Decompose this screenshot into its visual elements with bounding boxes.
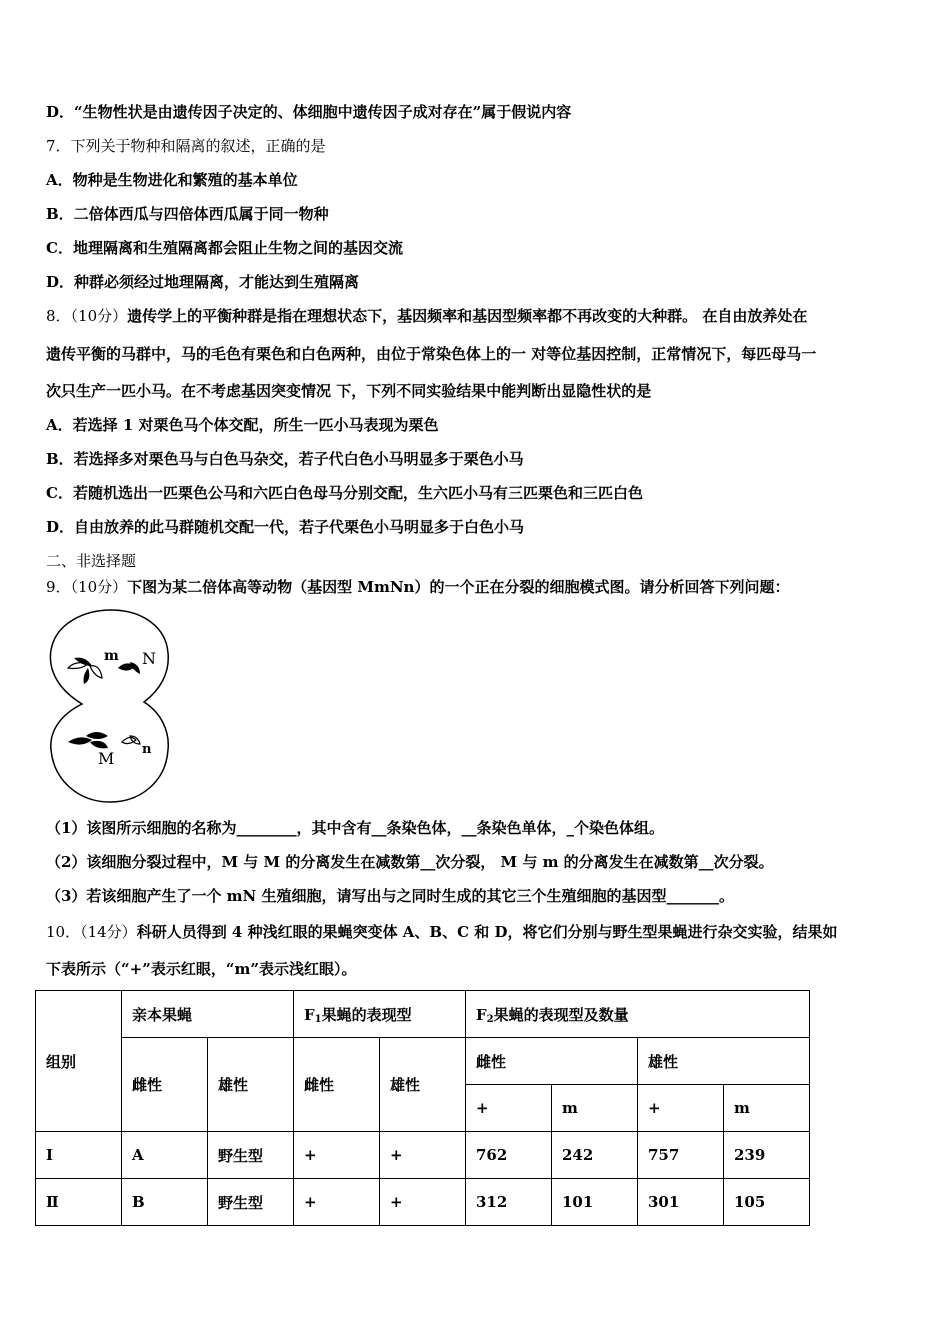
q9-part-2: （2）该细胞分裂过程中，M 与 M 的分离发生在减数第__次分裂， M 与 m 的分离发生在减数第__次分裂。 bbox=[46, 853, 774, 871]
table-header-row-2 bbox=[36, 1038, 810, 1085]
q7-option-d: D．种群必须经过地理隔离，才能达到生殖隔离 bbox=[46, 273, 360, 291]
header-f2-male: 雄性 bbox=[638, 1038, 810, 1085]
table-cell: Ⅱ bbox=[36, 1179, 122, 1226]
label-m-top: m bbox=[104, 648, 119, 664]
header-f2: $F_2$果蝇的表现型及数量 bbox=[466, 991, 810, 1038]
label-M: M bbox=[98, 749, 115, 768]
q8-option-b: B．若选择多对栗色马与白色马杂交，若子代白色小马明显多于栗色小马 bbox=[46, 450, 524, 468]
header-parent: 亲本果蝇 bbox=[122, 991, 294, 1038]
q8-number: 8．（10分） bbox=[46, 307, 128, 325]
header-f2-female-m: m bbox=[552, 1085, 638, 1132]
q7-option-a: A．物种是生物进化和繁殖的基本单位 bbox=[46, 171, 298, 189]
table-cell: + bbox=[380, 1132, 466, 1179]
header-f1: $F_1$果蝇的表现型 bbox=[294, 991, 466, 1038]
q7-option-c: C．地理隔离和生殖隔离都会阻止生物之间的基因交流 bbox=[46, 239, 403, 257]
table-cell: Ⅰ bbox=[36, 1132, 122, 1179]
q9-number: 9．（10分） bbox=[46, 578, 128, 596]
header-f2-male-plus: + bbox=[638, 1085, 724, 1132]
header-f2-female: 雌性 bbox=[466, 1038, 638, 1085]
table-header-row-1 bbox=[36, 991, 810, 1038]
table-cell: + bbox=[380, 1179, 466, 1226]
q9-part-3: （3）若该细胞产生了一个 mN 生殖细胞，请写出与之同时生成的其它三个生殖细胞的基因型_______。 bbox=[46, 887, 734, 905]
label-n: n bbox=[142, 742, 152, 757]
q8-stem-line-3: 次只生产一匹小马。在不考虑基因突变情况 下，下列不同实验结果中能判断出显隐性状的是 bbox=[46, 382, 652, 400]
dividing-cell-diagram bbox=[46, 608, 176, 806]
table-cell: + bbox=[294, 1132, 380, 1179]
table-cell: 242 bbox=[552, 1132, 638, 1179]
table-cell: 762 bbox=[466, 1132, 552, 1179]
q10-stem-line-1 bbox=[46, 922, 838, 942]
header-f1-male: 雄性 bbox=[380, 1038, 466, 1132]
q8-option-c: C．若随机选出一匹栗色公马和六匹白色母马分别交配，生六匹小马有三匹栗色和三匹白色 bbox=[46, 484, 643, 502]
q8-option-a: A．若选择 1 对栗色马个体交配，所生一匹小马表现为栗色 bbox=[46, 416, 439, 434]
chromosome-pair-m bbox=[68, 658, 102, 684]
q8-stem-text-1: 遗传学上的平衡种群是指在理想状态下，基因频率和基因型频率都不再改变的大种群。 在自由放养处在 bbox=[127, 307, 808, 325]
table-cell: 101 bbox=[552, 1179, 638, 1226]
table-cell: A bbox=[122, 1132, 208, 1179]
q9-stem bbox=[46, 577, 789, 597]
chromosome-pair-M bbox=[68, 732, 108, 748]
header-f2-female-plus: + bbox=[466, 1085, 552, 1132]
header-parent-male: 雄性 bbox=[208, 1038, 294, 1132]
header-parent-female: 雌性 bbox=[122, 1038, 208, 1132]
table-cell: 301 bbox=[638, 1179, 724, 1226]
cell-membrane bbox=[50, 610, 168, 802]
chromosome-pair-n bbox=[122, 736, 140, 744]
table-cell: 野生型 bbox=[208, 1179, 294, 1226]
header-group: 组别 bbox=[36, 991, 122, 1132]
table-row bbox=[36, 1179, 810, 1226]
table-cell: 312 bbox=[466, 1179, 552, 1226]
table-cell: 野生型 bbox=[208, 1132, 294, 1179]
q10-stem-line-2: 下表所示（“+”表示红眼，“m”表示浅红眼）。 bbox=[46, 960, 357, 978]
table-cell: 239 bbox=[724, 1132, 810, 1179]
table-cell: B bbox=[122, 1179, 208, 1226]
header-f1-female: 雌性 bbox=[294, 1038, 380, 1132]
q9-stem-text: 下图为某二倍体高等动物（基因型 MmNn）的一个正在分裂的细胞模式图。请分析回答下列问题： bbox=[127, 578, 790, 596]
q9-part-1: （1）该图所示细胞的名称为________，其中含有__条染色体，__条染色单体，_个染色体组。 bbox=[46, 819, 664, 837]
table-cell: 105 bbox=[724, 1179, 810, 1226]
q6-option-d: D．“生物性状是由遗传因子决定的、体细胞中遗传因子成对存在”属于假说内容 bbox=[46, 103, 572, 121]
label-N: N bbox=[142, 649, 156, 668]
chromosome-pair-N bbox=[118, 662, 140, 674]
q10-stem-text-1: 科研人员得到 4 种浅红眼的果蝇突变体 A、B、C 和 D，将它们分别与野生型果蝇进行杂交实验，结果如 bbox=[136, 923, 838, 941]
q7-stem: 7．下列关于物种和隔离的叙述，正确的是 bbox=[46, 137, 326, 155]
q8-stem-line-2: 遗传平衡的马群中，马的毛色有栗色和白色两种，由位于常染色体上的一 对等位基因控制，正常情况下，每匹母马一 bbox=[46, 345, 817, 363]
header-f2-male-m: m bbox=[724, 1085, 810, 1132]
q8-option-d: D．自由放养的此马群随机交配一代，若子代栗色小马明显多于白色小马 bbox=[46, 518, 525, 536]
fruitfly-cross-table bbox=[35, 990, 810, 1226]
q10-number: 10．（14分） bbox=[46, 923, 137, 941]
q8-stem-line-1 bbox=[46, 306, 807, 326]
q7-option-b: B．二倍体西瓜与四倍体西瓜属于同一物种 bbox=[46, 205, 329, 223]
table-cell: 757 bbox=[638, 1132, 724, 1179]
section-title: 二、非选择题 bbox=[46, 552, 137, 570]
table-row bbox=[36, 1132, 810, 1179]
table-cell: + bbox=[294, 1179, 380, 1226]
